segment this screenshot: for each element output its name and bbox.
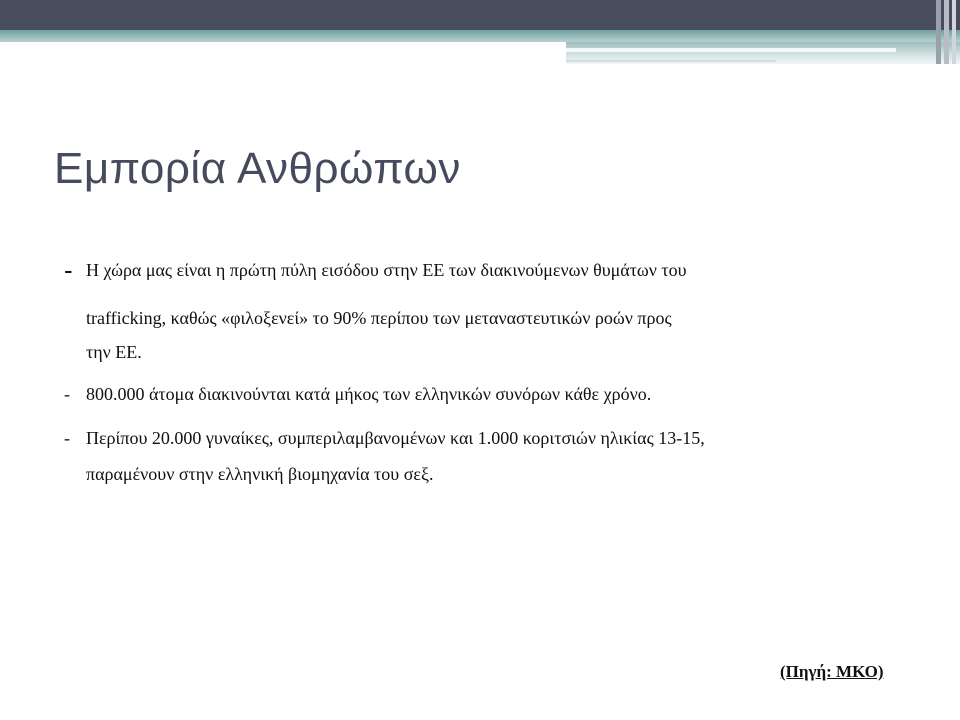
bullet-text: την ΕΕ. [86,342,142,362]
bullet-text: trafficking, καθώς «φιλοξενεί» το 90% περίπου των μεταναστευτικών ροών προς [86,308,672,328]
accent-stripe [0,30,960,42]
bullet-item [64,376,924,412]
decorative-bar [944,0,949,64]
slide-title: Εμπορία Ανθρώπων [54,144,461,193]
bullet-item [64,420,924,492]
bullet-dash: - [64,255,73,285]
bullet-item [64,252,924,368]
bullet-text: παραμένουν στην ελληνική βιομηχανία του σεξ. [86,464,434,484]
bullet-dash: - [64,384,70,404]
slide-body [64,252,924,492]
source-note: (Πηγή: ΜΚΟ) [780,662,884,681]
bullet-text: Η χώρα μας είναι η πρώτη πύλη εισόδου στην ΕΕ των διακινούμενων θυμάτων του [86,260,687,280]
bullet-dash: - [64,428,70,448]
decorative-bar [936,0,941,64]
header-bar [0,0,960,30]
decorative-bar [952,0,956,64]
bullet-text: 800.000 άτομα διακινούνται κατά μήκος των ελληνικών συνόρων κάθε χρόνο. [86,384,652,404]
accent-thin-line [566,60,776,62]
bullet-text: Περίπου 20.000 γυναίκες, συμπεριλαμβανομένων και 1.000 κοριτσιών ηλικίας 13-15, [86,428,705,448]
accent-highlight-line [566,48,896,52]
